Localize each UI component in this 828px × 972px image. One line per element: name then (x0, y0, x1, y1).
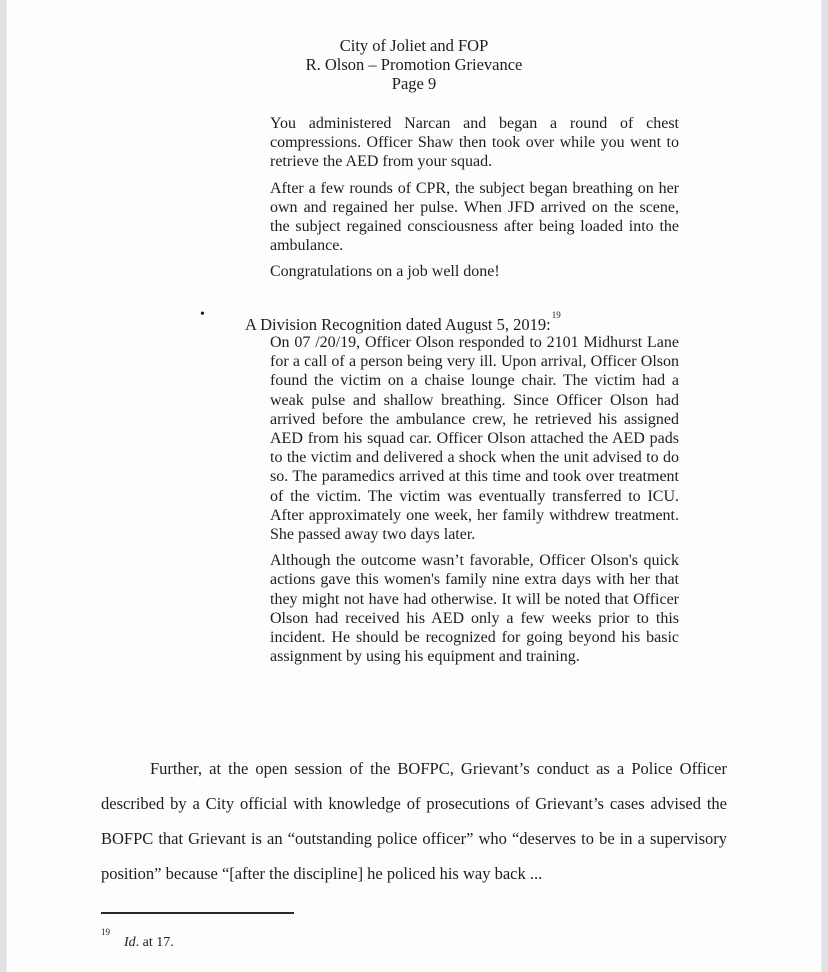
bullet-label: A Division Recognition dated August 5, 2019: (245, 315, 551, 334)
footnote-number: 19 (101, 927, 110, 937)
header-case-title: R. Olson – Promotion Grievance (305, 55, 523, 74)
body-paragraph: Further, at the open session of the BOFPC, Grievant’s conduct as a Police Officer described by a City official with knowledge of prosecutions of Grievant’s cases advised the BOFPC that Grievant is an “outstanding police officer” who “deserves to be in a supervisory position” because “[after the discipline] he policed his way back ... (101, 759, 727, 883)
block-quote-division-recognition (270, 333, 679, 673)
page-header (0, 36, 828, 93)
quote-paragraph: Although the outcome wasn’t favorable, Officer Olson's quick actions gave this women's family nine extra days with her that they might not have had otherwise. It will be noted that Officer Olson had received his AED only a few weeks prior to this incident. He should be recognized for going beyond his basic assignment by using his equipment and training. (270, 552, 679, 666)
footnote-citation-italic: Id (124, 935, 136, 950)
quote-paragraph: Congratulations on a job well done! (270, 263, 500, 281)
quote-paragraph: You administered Narcan and began a round of chest compressions. Officer Shaw then took over while you went to retrieve the AED from your squad. (270, 115, 679, 171)
bullet-icon: • (200, 307, 205, 322)
footnote-reference[interactable]: 19 (551, 310, 561, 320)
footnote-text (124, 934, 174, 952)
quote-paragraph: After a few rounds of CPR, the subject began breathing on her own and regained her pulse. When JFD arrived on the scene, the subject regained consciousness after being loaded into the ambulance. (270, 179, 679, 255)
block-quote-commendation (270, 114, 679, 289)
bullet-text (245, 305, 561, 335)
footnote-separator (101, 912, 294, 914)
header-parties: City of Joliet and FOP (339, 36, 489, 55)
quote-paragraph: On 07 /20/19, Officer Olson responded to 2101 Midhurst Lane for a call of a person being very ill. Upon arrival, Officer Olson found the victim on a chaise lounge chair. The victim had a weak pulse and shallow breathing. Since Officer Olson had arrived before the ambulance crew, he retrieved his assigned AED from his squad car. Officer Olson attached the AED pads to the victim and delivered a shock when the unit advised to do so. The paramedics arrived at this time and took over treatment of the victim. The victim was eventually transferred to ICU. After approximately one week, her family withdrew treatment. She passed away two days later. (270, 334, 679, 544)
footnote-citation: . at 17. (135, 935, 174, 950)
header-page-number: Page 9 (391, 74, 437, 93)
